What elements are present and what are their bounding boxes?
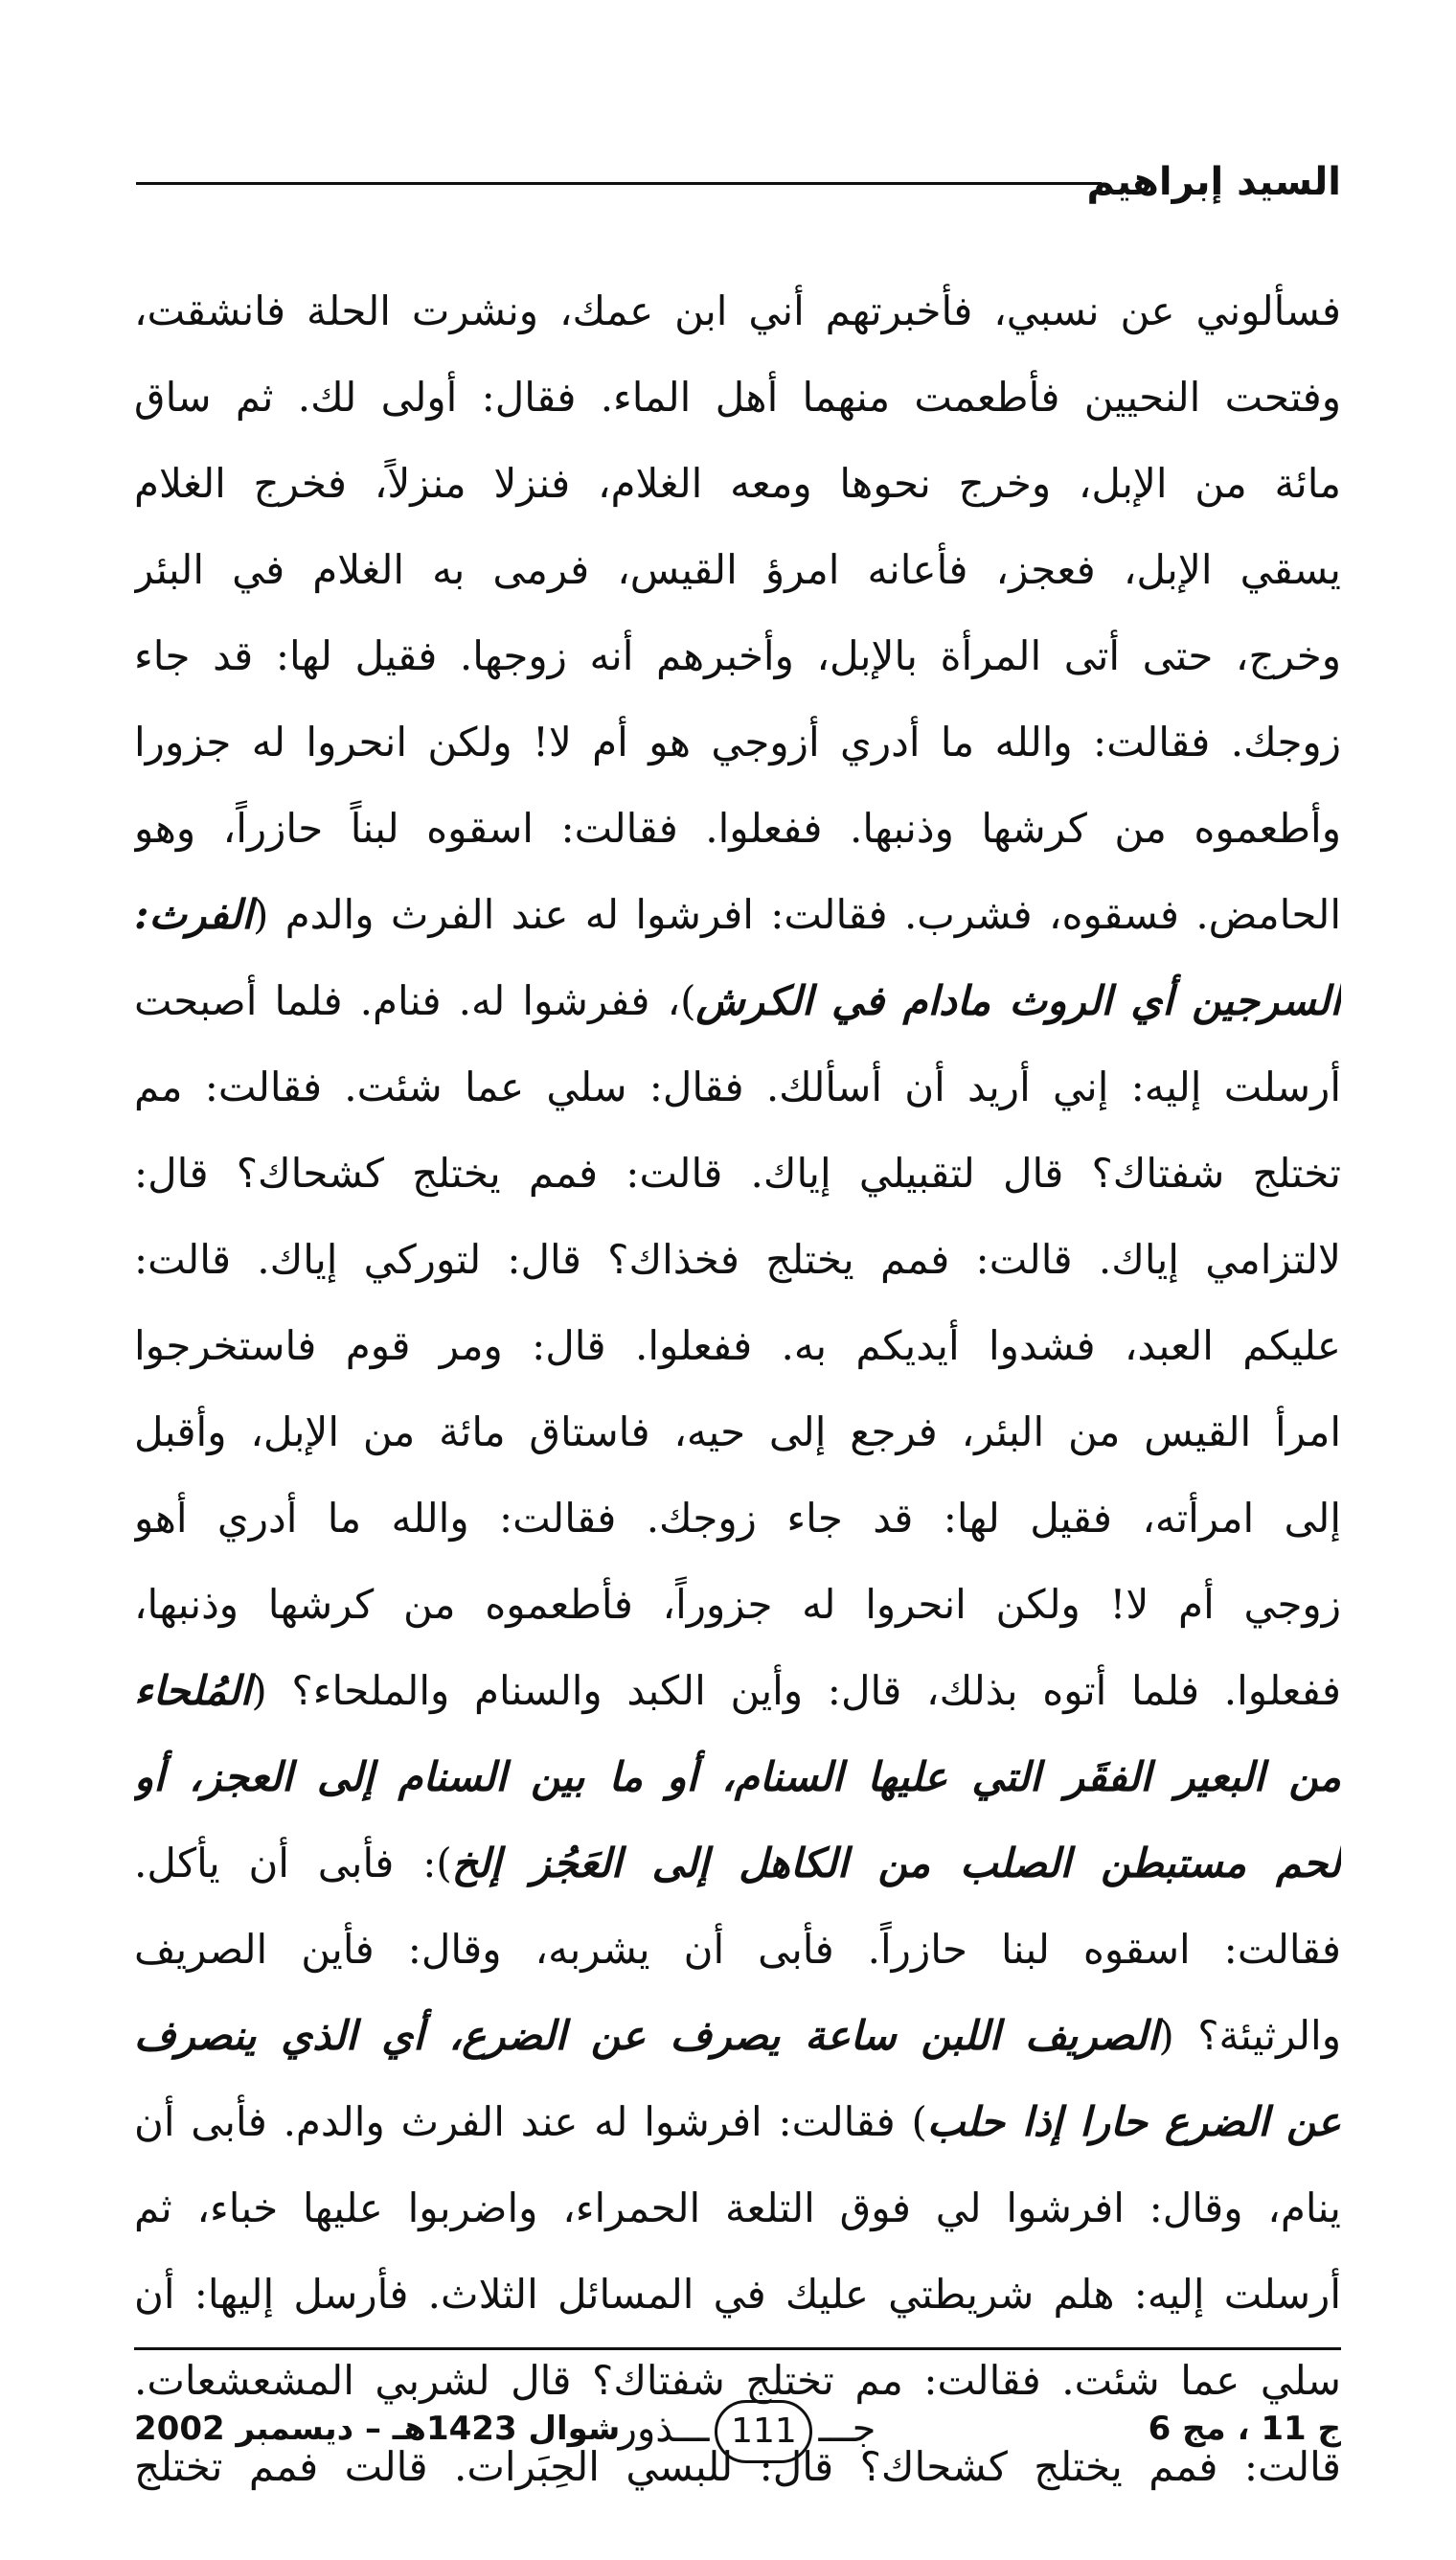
text-line — [134, 1131, 1341, 1217]
running-header — [134, 144, 1341, 220]
line-text: إلى امرأته، فقيل لها: قد جاء زوجك. فقالت: والله ما أدري أهو — [134, 1495, 1341, 1542]
line-text: قالت: فمم يختلج كشحاك؟ قال: للبسي الحِبَرات. قالت فمم تختلج — [134, 2443, 1341, 2490]
text-line — [134, 527, 1341, 613]
line-text: فقالت: اسقوه لبنا حازراً. فأبى أن يشربه، وقال: فأين الصريف — [134, 1926, 1341, 1973]
line-text: الحامض. فسقوه، فشرب. فقالت: افرشوا له عند الفرث والدم ( — [252, 891, 1341, 938]
page-footer — [134, 2347, 1341, 2472]
text-line — [134, 872, 1341, 958]
text-line — [134, 786, 1341, 872]
line-text: ) فقالت: افرشوا له عند الفرث والدم. فأبى أن — [134, 2098, 927, 2145]
text-line — [134, 613, 1341, 699]
text-line — [134, 441, 1341, 527]
line-text: وخرج، حتى أتى المرأة بالإبل، وأخبرهم أنه زوجها. فقيل لها: قد جاء — [134, 632, 1341, 679]
text-line — [134, 1993, 1341, 2079]
text-line — [134, 1044, 1341, 1131]
line-text: سلي عما شئت. فقالت: مم تختلج شفتاك؟ قال لشربي المشعشعات. — [134, 2357, 1341, 2404]
text-line — [134, 1389, 1341, 1475]
text-line — [134, 2165, 1341, 2251]
line-text: ففعلوا. فلما أتوه بذلك، قال: وأين الكبد والسنام والملحاء؟ ( — [251, 1667, 1341, 1714]
journal-name-end: ـــذور — [618, 2407, 710, 2451]
line-text: امرأ القيس من البئر، فرجع إلى حيه، فاستاق مائة من الإبل، وأقبل — [134, 1408, 1341, 1455]
line-text: عليكم العبد، فشدوا أيديكم به. ففعلوا. قال: ومر قوم فاستخرجوا — [134, 1322, 1341, 1369]
line-text: مائة من الإبل، وخرج نحوها ومعه الغلام، فنزلا منزلاً، فخرج الغلام — [134, 460, 1341, 507]
gloss-text: من البعير الفقَر التي عليها السنام، أو ما بين السنام إلى العجز، أو — [134, 1753, 1341, 1800]
text-line — [134, 1217, 1341, 1303]
line-text: زوجك. فقالت: والله ما أدري أزوجي هو أم لا! ولكن انحروا له جزورا — [134, 719, 1341, 766]
volume-info: ج 11 ، مج 6 — [1148, 2410, 1341, 2448]
issue-date: شوال 1423هـ – ديسمبر 2002 — [134, 2410, 621, 2448]
gloss-text: لحم مستبطن الصلب من الكاهل إلى العَجُز إلخ — [451, 1840, 1341, 1886]
journal-name — [603, 2395, 891, 2462]
line-text: فسألوني عن نسبي، فأخبرتهم أني ابن عمك، ونشرت الحلة فانشقت، — [134, 287, 1341, 334]
text-line — [134, 268, 1341, 354]
line-text: أرسلت إليه: هلم شريطتي عليك في المسائل الثلاث. فأرسل إليها: أن — [134, 2271, 1341, 2318]
line-text: تختلج شفتاك؟ قال لتقبيلي إياك. قالت: فمم يختلج كشحاك؟ قال: — [134, 1150, 1341, 1197]
text-line — [134, 1562, 1341, 1648]
text-line — [134, 1820, 1341, 1907]
body-text — [134, 268, 1341, 2510]
text-line — [134, 1648, 1341, 1734]
line-text: زوجي أم لا! ولكن انحروا له جزوراً، فأطعموه من كرشها وذنبها، — [134, 1581, 1341, 1628]
text-line — [134, 354, 1341, 441]
gloss-text: المُلحاء — [134, 1667, 252, 1714]
journal-name-start: جـــ — [818, 2407, 876, 2451]
gloss-text: عن الضرع حارا إذا حلب — [926, 2098, 1341, 2145]
header-rule — [136, 182, 1102, 185]
line-text: ): فأبى أن يأكل. — [134, 1840, 452, 1886]
line-text: وأطعموه من كرشها وذنبها. ففعلوا. فقالت: اسقوه لبناً حازراً، وهو — [134, 805, 1341, 852]
line-text: يسقي الإبل، فعجز، فأعانه امرؤ القيس، فرمى به الغلام في البئر — [134, 546, 1341, 593]
line-text: أرسلت إليه: إني أريد أن أسألك. فقال: سلي عما شئت. فقالت: مم — [134, 1063, 1341, 1110]
line-text: )، ففرشوا له. فنام. فلما أصبحت — [134, 977, 696, 1024]
text-line — [134, 1734, 1341, 1820]
text-line — [134, 1475, 1341, 1562]
text-line — [134, 1907, 1341, 1993]
line-text: لالتزامي إياك. قالت: فمم يختلج فخذاك؟ قال: لتوركي إياك. قالت: — [134, 1236, 1341, 1283]
line-text: والرثيئة؟ ( — [1158, 2012, 1341, 2059]
footer-rule — [134, 2347, 1341, 2350]
author-name: السيد إبراهيم — [1086, 160, 1341, 204]
text-line — [134, 958, 1341, 1044]
line-text: ينام، وقال: افرشوا لي فوق التلعة الحمراء، واضربوا عليها خباء، ثم — [134, 2184, 1341, 2231]
gloss-text: الصريف اللبن ساعة يصرف عن الضرع، أي الذي ينصرف — [134, 2012, 1159, 2059]
page-number: 111 — [715, 2400, 812, 2463]
text-line — [134, 2251, 1341, 2338]
text-line — [134, 1303, 1341, 1389]
line-text: وفتحت النحيين فأطعمت منهما أهل الماء. فقال: أولى لك. ثم ساق — [134, 374, 1341, 421]
text-line — [134, 699, 1341, 786]
gloss-text: الفرث: — [134, 891, 253, 938]
gloss-text: السرجين أي الروث مادام في الكرش — [695, 977, 1341, 1024]
text-line — [134, 2079, 1341, 2165]
